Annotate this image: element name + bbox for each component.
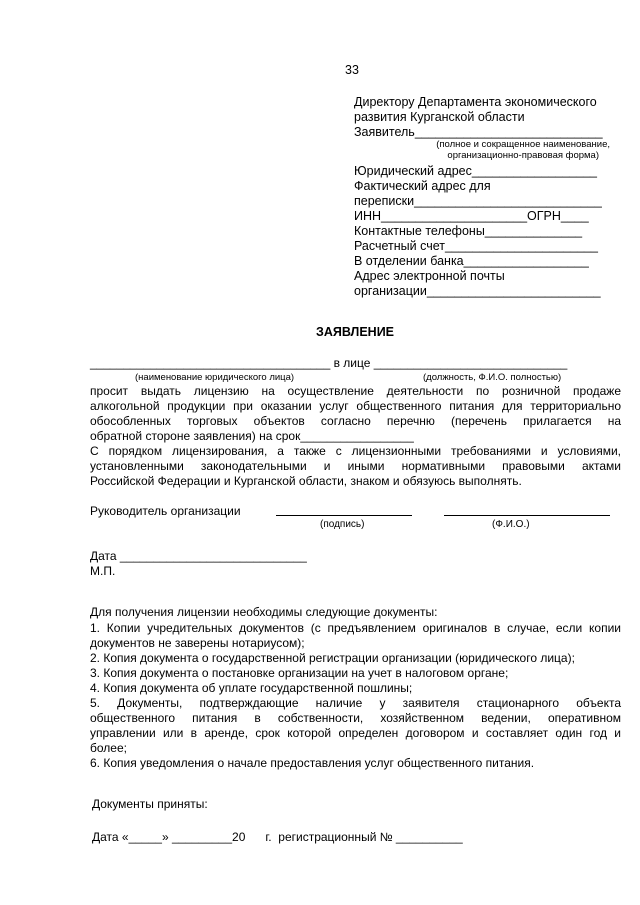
statement-line: алкогольной продукции при оказании услуг общественного питания для территориально	[90, 399, 621, 413]
list-item: 4. Копия документа об уплате государственной пошлины;	[90, 681, 413, 695]
email-field: организации_________________________	[354, 284, 601, 298]
applicant-field: Заявитель___________________________	[354, 125, 603, 139]
actual-address-field: переписки___________________________	[354, 194, 602, 208]
applicant-name-line: ____________________________________ в лице _____________________________	[90, 356, 568, 370]
email-label: Адрес электронной почты	[354, 269, 505, 283]
name-hint: (наименование юридического лица)	[135, 372, 295, 383]
list-item: более;	[90, 741, 127, 755]
list-item: 1. Копии учредительных документов (с предъявлением оригиналов в случае, если копии	[90, 621, 621, 635]
applicant-hint: (полное и сокращенное наименование,	[436, 139, 610, 150]
addressee-line: развития Курганской области	[354, 110, 525, 124]
documents-heading: Для получения лицензии необходимы следующие документы:	[90, 605, 438, 619]
name-hint: (Ф.И.О.)	[492, 519, 530, 530]
date-field: Дата ____________________________	[90, 549, 307, 563]
accepted-date-line: Дата «_____» _________20 г. регистрационный № __________	[92, 830, 463, 844]
statement-line: С порядком лицензирования, а также с лицензионными требованиями и условиями,	[90, 444, 621, 458]
statement-line: обособленных торговых объектов согласно перечню (перечень прилагается на	[90, 414, 621, 428]
list-item: 2. Копия документа о государственной регистрации организации (юридического лица);	[90, 651, 575, 665]
page-number: 33	[345, 63, 359, 77]
list-item: 3. Копия документа о постановке организации на учет в налоговом органе;	[90, 666, 509, 680]
list-item: 6. Копия уведомления о начале предоставления услуг общественного питания.	[90, 756, 535, 770]
list-item: 5. Документы, подтверждающие наличие у заявителя стационарного объекта	[90, 696, 621, 710]
name-line	[444, 515, 610, 516]
signature-hint: (подпись)	[320, 519, 365, 530]
head-label: Руководитель организации	[90, 504, 241, 518]
addressee-line: Директору Департамента экономического	[354, 95, 597, 109]
bank-field: В отделении банка__________________	[354, 254, 589, 268]
position-hint: (должность, Ф.И.О. полностью)	[423, 372, 562, 383]
applicant-hint: организационно-правовая форма)	[447, 150, 599, 161]
list-item: управлении или в аренде, срок которой определен договором и составляет один год и	[90, 726, 621, 740]
phones-field: Контактные телефоны______________	[354, 224, 583, 238]
statement-line: просит выдать лицензию на осуществление деятельности по розничной продаже	[90, 384, 621, 398]
term-field: обратной стороне заявления) на срок_________________	[90, 429, 414, 443]
accepted-label: Документы приняты:	[92, 797, 208, 811]
signature-line	[276, 515, 412, 516]
legal-address-field: Юридический адрес__________________	[354, 164, 597, 178]
account-field: Расчетный счет______________________	[354, 239, 598, 253]
actual-address-label: Фактический адрес для	[354, 179, 491, 193]
stamp-label: М.П.	[90, 564, 116, 578]
list-item: общественного питания в собственности, хозяйственном ведении, оперативном	[90, 711, 621, 725]
list-item: документов не заверены нотариусом);	[90, 636, 305, 650]
document-title: ЗАЯВЛЕНИЕ	[316, 325, 395, 339]
inn-ogrn-field: ИНН_____________________ОГРН____	[354, 209, 589, 223]
statement-line: установленными законодательными и иными нормативными правовыми актами	[90, 459, 621, 473]
statement-line: Российской Федерации и Курганской области, знаком и обязуюсь выполнять.	[90, 474, 522, 488]
